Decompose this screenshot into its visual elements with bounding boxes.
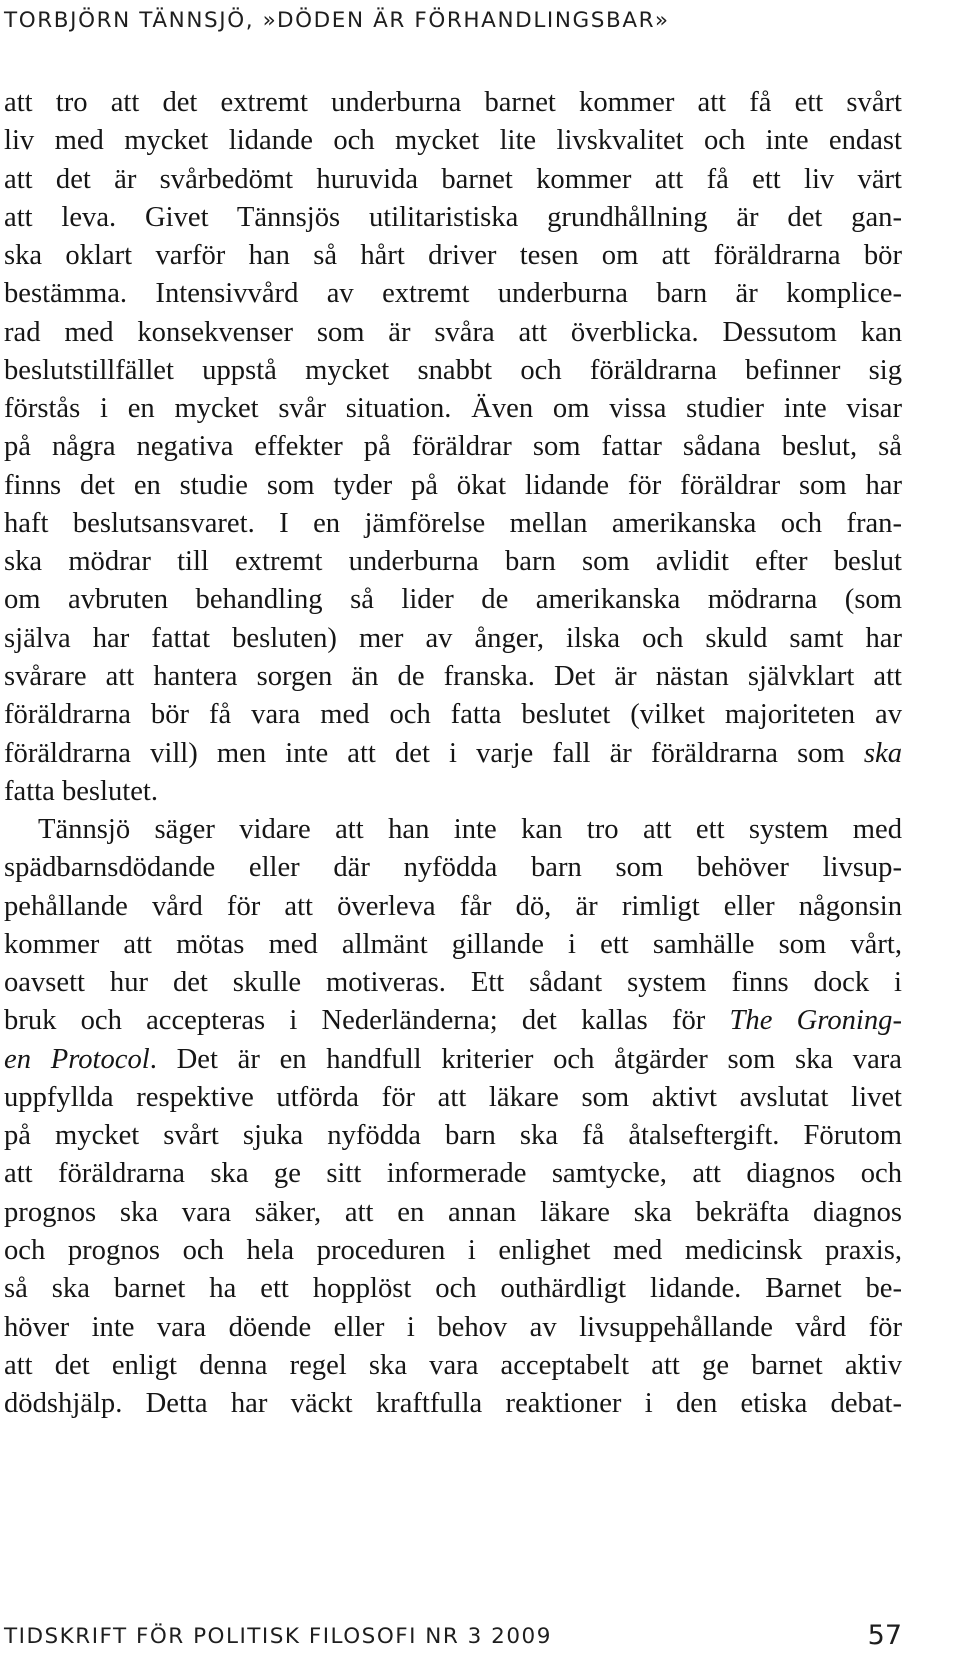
text-line (4, 505, 902, 543)
line-text: uppfyllda respektive utförda för att läkare som aktivt avslutat livet (4, 1081, 902, 1113)
text-line (4, 122, 902, 160)
text-line (4, 1385, 902, 1423)
line-text: Tännsjö säger vidare att han inte kan tro att ett system med (38, 814, 902, 846)
text-line (4, 620, 902, 658)
line-text: att det enligt denna regel ska vara acceptabelt att ge barnet aktiv (4, 1349, 902, 1381)
body-text (4, 84, 902, 1423)
line-text: ska oklart varför han så hårt driver tesen om att föräldrarna bör (4, 240, 902, 272)
line-text: att föräldrarna ska ge sitt informerade samtycke, att diagnos och (4, 1158, 902, 1190)
text-line (4, 161, 902, 199)
line-text: höver inte vara döende eller i behov av livsuppehållande vård för (4, 1311, 902, 1343)
text-line (4, 1270, 902, 1308)
line-text: ska mödrar till extremt underburna barn som avlidit efter beslut (4, 546, 902, 578)
line-text: . Det är en handfull kriterier och åtgärder som ska vara (149, 1043, 902, 1075)
text-line (4, 1309, 902, 1347)
text-line (4, 1079, 902, 1117)
line-text: om avbruten behandling så lider de amerikanska mödrarna (som (4, 584, 902, 616)
line-text: svårare att hantera sorgen än de franska. Det är nästan självklart att (4, 660, 902, 692)
italic-text: en Protocol (4, 1043, 150, 1075)
line-text: föräldrarna bör få vara med och fatta beslutet (vilket majoriteten av (4, 699, 902, 731)
text-line (4, 352, 902, 390)
text-line (4, 811, 902, 849)
text-line (4, 199, 902, 237)
text-line (4, 1194, 902, 1232)
line-text: förstås i en mycket svår situation. Även om vissa studier inte visar (4, 393, 902, 425)
text-line (4, 964, 902, 1002)
text-line (4, 1232, 902, 1270)
text-line (4, 926, 902, 964)
text-line (4, 849, 902, 887)
page-number: 57 (867, 1620, 902, 1651)
text-line (4, 275, 902, 313)
journal-title: TIDSKRIFT FÖR POLITISK FILOSOFI NR 3 2009 (4, 1624, 552, 1649)
line-text: att tro att det extremt underburna barnet kommer att få ett svårt (4, 87, 902, 118)
text-line (4, 581, 902, 619)
text-line (4, 696, 902, 734)
line-text: så ska barnet ha ett hopplöst och outhärdligt lidande. Barnet be- (4, 1273, 902, 1305)
line-text: och prognos och hela proceduren i enlighet med medicinsk praxis, (4, 1234, 902, 1266)
text-line (4, 84, 902, 122)
text-line (4, 735, 902, 773)
line-text: spädbarnsdödande eller där nyfödda barn som behöver livsup- (4, 852, 902, 884)
line-text: på några negativa effekter på föräldrar som fattar sådana beslut, så (4, 431, 902, 463)
line-text: oavsett hur det skulle motiveras. Ett sådant system finns dock i (4, 967, 902, 999)
text-line (4, 1117, 902, 1155)
text-line (4, 1155, 902, 1193)
line-text: rad med konsekvenser som är svåra att överblicka. Dessutom kan (4, 316, 902, 348)
line-text: fatta beslutet. (4, 775, 159, 807)
text-line (4, 773, 902, 811)
line-text: bruk och accepteras i Nederländerna; det kallas för (4, 1005, 730, 1037)
text-line (4, 658, 902, 696)
italic-text: ska (863, 737, 902, 769)
page-footer (4, 1620, 902, 1660)
text-line (4, 888, 902, 926)
text-line (4, 428, 902, 466)
text-line (4, 543, 902, 581)
text-line (4, 314, 902, 352)
line-text: på mycket svårt sjuka nyfödda barn ska få åtalseftergift. Förutom (4, 1120, 902, 1152)
line-text: dödshjälp. Detta har väckt kraftfulla reaktioner i den etiska debat- (4, 1388, 902, 1420)
text-line (4, 1041, 902, 1079)
line-text: liv med mycket lidande och mycket lite livskvalitet och inte endast (4, 125, 902, 157)
text-line (4, 237, 902, 275)
text-line (4, 1347, 902, 1385)
text-line (4, 390, 902, 428)
line-text: pehållande vård för att överleva får dö, är rimligt eller någonsin (4, 890, 902, 922)
line-text: föräldrarna vill) men inte att det i varje fall är föräldrarna som (4, 737, 864, 769)
line-text: att leva. Givet Tännsjös utilitaristiska grundhållning är det gan- (4, 201, 902, 233)
line-text: bestämma. Intensivvård av extremt underburna barn är komplice- (4, 278, 902, 310)
line-text: haft beslutsansvaret. I en jämförelse mellan amerikanska och fran- (4, 507, 902, 539)
line-text: prognos ska vara säker, att en annan läkare ska bekräfta diagnos (4, 1196, 902, 1228)
text-line (4, 1002, 902, 1040)
italic-text: The Groning- (729, 1005, 902, 1037)
text-line (4, 467, 902, 505)
line-text: att det är svårbedömt huruvida barnet kommer att få ett liv värt (4, 163, 902, 195)
line-text: finns det en studie som tyder på ökat lidande för föräldrar som har (4, 469, 902, 501)
line-text: själva har fattat besluten) mer av ånger, ilska och skuld samt har (4, 622, 902, 654)
line-text: kommer att mötas med allmänt gillande i ett samhälle som vårt, (4, 928, 902, 960)
running-head: TORBJÖRN TÄNNSJÖ, »DÖDEN ÄR FÖRHANDLINGSBAR» (4, 8, 670, 33)
line-text: beslutstillfället uppstå mycket snabbt och föräldrarna befinner sig (4, 354, 902, 386)
